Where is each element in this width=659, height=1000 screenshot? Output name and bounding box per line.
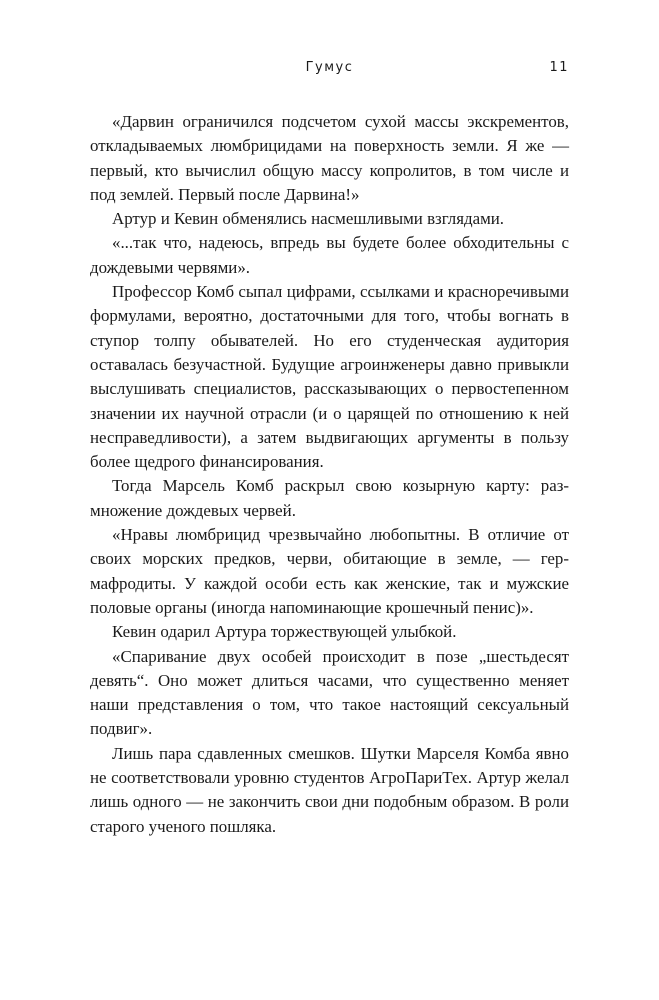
paragraph: Кевин одарил Артура торжествующей улыбкой.	[112, 622, 457, 642]
paragraph: Лишь пара сдавленных смешков. Шутки Марселя Комба явно не соответствовали уровню студентов АгроПариТех. Артур желал лишь одного — не закончить свои дни подобным образом. В роли старого ученого пошляка.	[90, 743, 569, 836]
paragraph: Артур и Кевин обменялись насмешливыми взглядами.	[112, 209, 505, 229]
body-text	[90, 110, 569, 839]
paragraph: Профессор Комб сыпал цифрами, ссылками и красноречивыми формулами, вероятно, достаточными для того, чтобы вогнать в ступор толпу обывателей. Но его студенческая аудитория оставалась безучастной. Будущие агроинженеры давно привыкли выслушивать специалистов, рассказывающих о первостепенном значении их научной отрасли (и о царящей по отношению к ней несправедливости), а затем выдвигающих аргументы в пользу более щедрого финансирования.	[90, 282, 569, 472]
paragraph: «...так что, надеюсь, впредь вы будете более обходительны с дождевыми червями».	[90, 233, 569, 277]
paragraph: «Спаривание двух особей происходит в позе „шестьдесят девять“. Оно может длиться часами, что существенно меняет наши представления о том, что такое настоящий сексуальный подвиг».	[90, 646, 569, 739]
running-head	[90, 60, 569, 84]
paragraph: «Дарвин ограничился подсчетом сухой массы экскрементов, откладываемых люмбрицидами на поверхность земли. Я же — первый, кто вычислил общую массу копролитов, в том числе и под землей. Первый после Дарвина!»	[90, 112, 569, 204]
page-number: 11	[549, 60, 569, 75]
paragraph: Тогда Марсель Комб раскрыл свою козырную карту: размножение дождевых червей.	[90, 476, 569, 520]
paragraph: «Нравы люмбрицид чрезвычайно любопытны. В отличие от своих морских предков, черви, обитающие в земле, — гермафродиты. У каждой особи есть как женские, так и мужские половые органы (иногда напоминающие крошечный пенис)».	[90, 525, 569, 617]
running-head-title: Гумус	[305, 60, 354, 75]
